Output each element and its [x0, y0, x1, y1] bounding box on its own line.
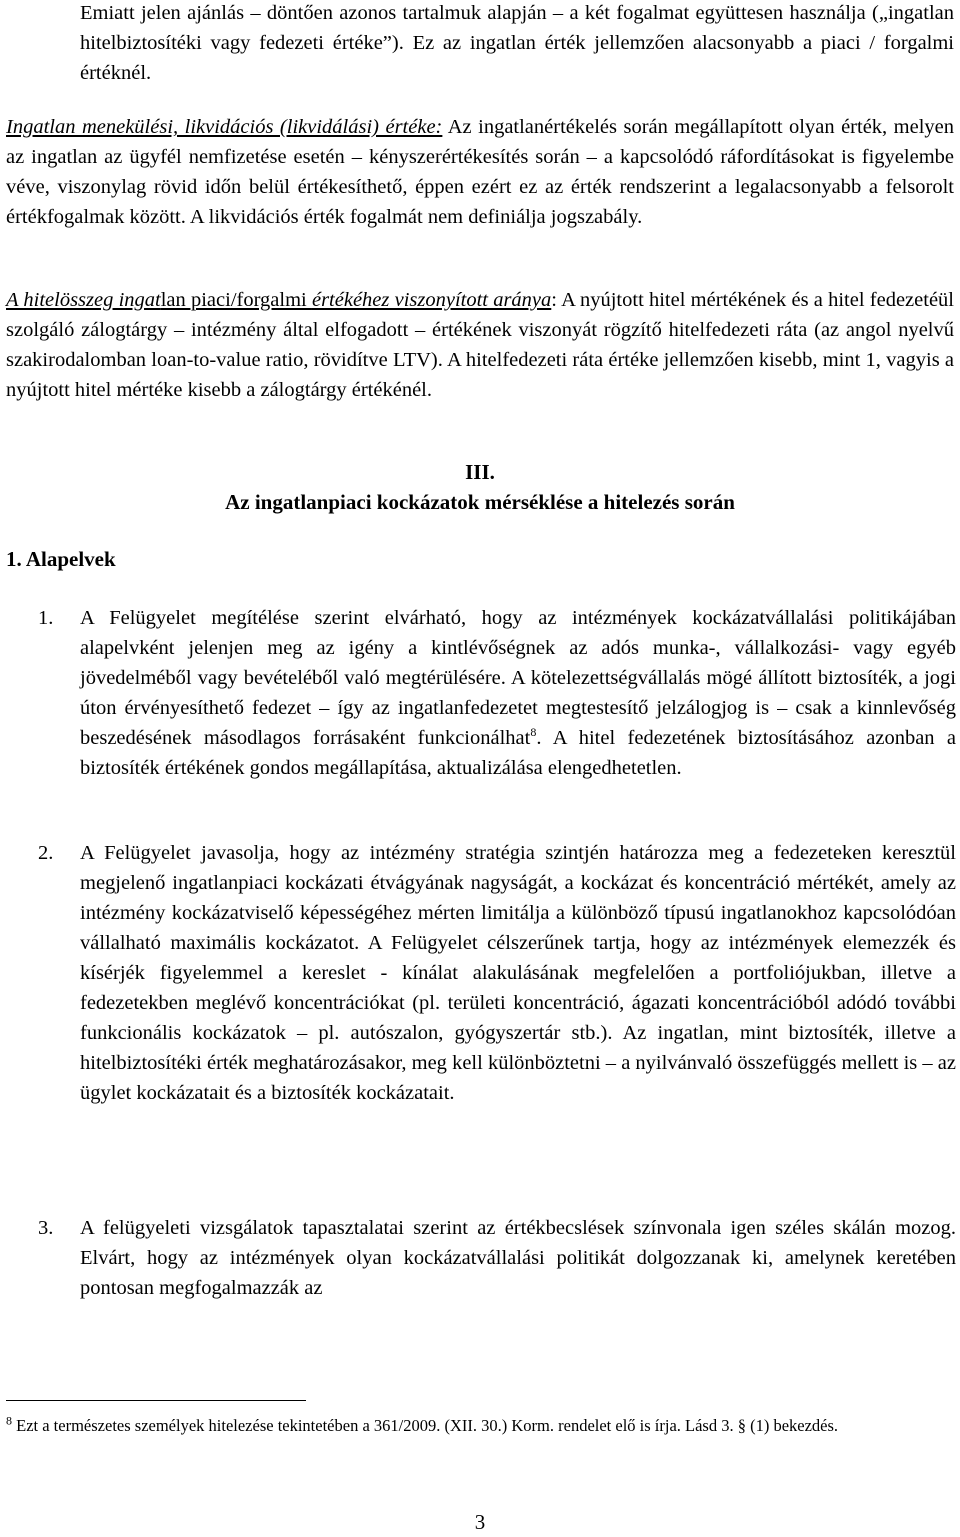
paragraph-liquidation-value: [6, 112, 954, 232]
term-ltv-part-a: A hitelösszeg ingatlan piaci/forgalmi értékéhez viszonyított aránya: [6, 289, 552, 311]
definition-liquidation-value: Az ingatlanértékelés során megállapított olyan érték, melyen az ingatlan az ügyfél nemfizetése esetén – kényszerértékesítés során – a kapcsolódó ráfordításokat is figyelembe véve, viszonylag rövid időn belül értékesíthető, éppen ezért ez az érték rendszerint a legalacsonyabb a felsorolt értékfogalmak között. A likvidációs érték fogalmát nem definiálja jogszabály.: [6, 116, 954, 228]
list-item: A felügyeleti vizsgálatok tapasztalatai szerint az értékbecslések színvonala igen széles skálán mozog. Elvárt, hogy az intézmények olyan kockázatvállalási politikát dolgozzanak ki, amelynek keretében pontosan megfogalmazzák az: [80, 1217, 956, 1299]
footnote-number: 8: [6, 1413, 12, 1428]
subsection-heading: 1. Alapelvek: [6, 547, 116, 571]
section-title: Az ingatlanpiaci kockázatok mérséklése a hitelezés során: [225, 490, 735, 514]
footnote-reference[interactable]: 8: [530, 725, 537, 740]
list-item: A Felügyelet megítélése szerint elvárható, hogy az intézmények kockázatvállalási politikájában alapelvként jelenjen meg az igény a kintlévőségnek az adós munka-, vállalkozási- vagy egyéb jövedelméből vagy bevételéből való megtérülésére. A kötelezettségvállalás mögé állított biztosíték, a jogi úton érvényesíthető fedezet – így az ingatlanfedezetet megtestesítő jelzálogjog is – csak a kinnlevőség beszedésének másodlagos forrásaként funkcionálhat$^8$. A hitel fedezetének biztosításához azonban a biztosíték értékének gondos megállapítása, aktualizálása elengedhetetlen.: [80, 607, 956, 779]
term-liquidation-value: Ingatlan menekülési, likvidációs (likvidálási) értéke:: [6, 116, 443, 138]
list-item-number: 2.: [38, 842, 54, 864]
footnote-text: Ezt a természetes személyek hitelezése tekintetében a 361/2009. (XII. 30.) Korm. rendelet elő is írja. Lásd 3. § (1) bekezdés.: [12, 1416, 839, 1435]
list-item-number: 3.: [38, 1217, 54, 1239]
section-number: III.: [465, 460, 495, 484]
list-item-number: 1.: [38, 607, 54, 629]
paragraph-ltv: A hitelösszeg ingatlan piaci/forgalmi értékéhez viszonyított aránya: A nyújtott hitel mértékének és a hitel fedezetéül szolgáló zálogtárgy – intézmény által elfogadott – értékének viszonyát rögzítő hitelfedezeti ráta (az angol nyelvű szakirodalomban loan-to-value ratio, rövidítve LTV). A hitelfedezeti ráta értéke jellemzően kisebb, mint 1, vagyis a nyújtott hitel mértéke kisebb a zálogtárgy értékénél.: [6, 289, 954, 401]
footnote: [6, 1414, 954, 1438]
paragraph-intro: Emiatt jelen ajánlás – döntően azonos tartalmuk alapján – a két fogalmat együttesen használja („ingatlan hitelbiztosítéki vagy fedezeti értéke”). Ez az ingatlan érték jellemzően alacsonyabb a piaci / forgalmi értéknél.: [80, 2, 954, 84]
definition-ltv: A nyújtott hitel mértékének és a hitel fedezetéül szolgáló zálogtárgy – intézmény által elfogadott – értékének viszonyát rögzítő hitelfedezeti ráta (az angol nyelvű szakirodalomban loan-to-value ratio, rövidítve LTV). A hitelfedezeti ráta értéke jellemzően kisebb, mint 1, vagyis a nyújtott hitel mértéke kisebb a zálogtárgy értékénél.: [6, 289, 954, 401]
page-number: 3: [474, 1510, 486, 1534]
list-item: A Felügyelet javasolja, hogy az intézmény stratégia szintjén határozza meg a fedezeteken keresztül megjelenő ingatlanpiaci kockázati étvágyának nagyságát, a kockázat és koncentráció mértékét, amely az intézmény kockázatviselő képességéhez mérten limitálja a különböző típusú ingatlanokhoz kapcsolódóan vállalható maximális kockázatot. A Felügyelet célszerűnek tartja, hogy az intézmények elemezzék és kísérjék figyelemmel a kereslet - kínálat alakulásának megfelelően a portfoliójukban, illetve a fedezetekben meglévő koncentrációkat (pl. területi koncentráció, ágazati koncentrációból adódó további funkcionális kockázatok – pl. autószalon, gyógyszertár stb.). Az ingatlan, mint biztosíték, illetve a hitelbiztosítéki érték meghatározásakor, meg kell különböztetni – a nyilvánvaló összefüggés mellett is – az ügylet kockázatait és a biztosíték kockázatait.: [80, 842, 956, 1104]
footnote-divider: [6, 1400, 306, 1401]
